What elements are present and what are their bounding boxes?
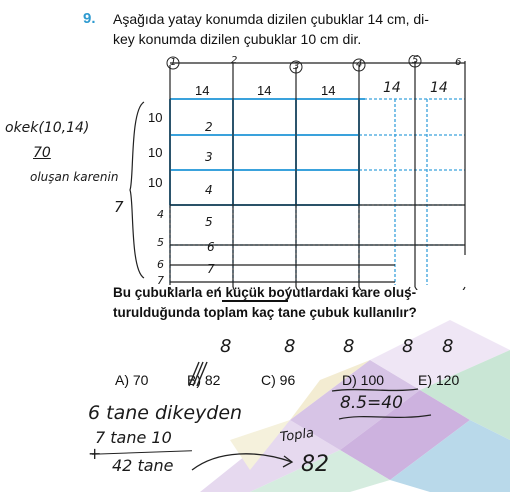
question-number: 9.	[83, 10, 96, 27]
hw-grid-mark-2: 2	[205, 120, 213, 134]
hw-olusan: oluşan karenin	[30, 170, 119, 184]
hw-result: 82	[301, 452, 329, 477]
hw-formula-underline	[335, 405, 435, 425]
hw-line-c: 42 tane	[112, 456, 174, 475]
hw-left-bracket	[128, 100, 148, 280]
hw-arrow	[188, 440, 298, 480]
rod-grid-figure	[165, 55, 475, 290]
hw-circle-3: 3	[293, 61, 300, 72]
hw-seven-left: 7	[114, 198, 124, 216]
handwritten-grid-extension	[170, 61, 465, 290]
hw-grid-mark-3: 3	[205, 150, 213, 164]
hw-circle-4: 4	[356, 59, 363, 70]
hw-eight-4: 8	[402, 336, 414, 357]
option-b-mark	[183, 360, 213, 390]
hw-topla: Topla	[279, 425, 316, 446]
hw-eight-5: 8	[442, 336, 454, 357]
top-label-3: 14	[321, 83, 336, 98]
hw-circle-1: 1	[170, 57, 177, 68]
hw-row-mark-4: 4	[157, 208, 164, 221]
hw-eight-2: 8	[284, 336, 296, 357]
option-b[interactable]: B) 82	[187, 372, 221, 388]
hw-seventy: 70	[33, 145, 51, 161]
hw-okek: okek(10,14)	[5, 120, 90, 136]
left-label-1: 10	[148, 110, 163, 125]
question-line-2: key konumda dizilen çubuklar 10 cm dir.	[113, 31, 362, 47]
hw-eight-1: 8	[220, 336, 232, 357]
hw-line-b: 7 tane 10	[95, 428, 172, 447]
hw-grid-mark-4: 4	[205, 183, 213, 197]
question-prompt-line-2: turulduğunda toplam kaç tane çubuk kullanılır?	[113, 305, 417, 320]
option-e[interactable]: E) 120	[418, 372, 460, 388]
question-prompt-line-1: Bu çubuklarla en küçük boyutlardaki kare oluş-	[113, 285, 417, 300]
top-label-1: 14	[195, 83, 210, 98]
hw-right-top-1: 14	[383, 80, 401, 96]
hw-right-top-2: 14	[430, 80, 448, 96]
hw-eight-3: 8	[343, 336, 355, 357]
left-label-2: 10	[148, 145, 163, 160]
left-label-3: 10	[148, 175, 163, 190]
hw-plus-sign: +	[88, 444, 102, 463]
prompt-underline	[222, 300, 288, 302]
option-d[interactable]: D) 100	[342, 372, 385, 388]
hw-circle-2: 2	[231, 55, 238, 66]
option-a[interactable]: A) 70	[115, 372, 149, 388]
hw-grid-mark-7: 7	[207, 262, 215, 276]
option-c[interactable]: C) 96	[261, 372, 296, 388]
hw-line-a: 6 tane dikeyden	[88, 402, 243, 424]
hw-grid-mark-6: 6	[207, 240, 215, 254]
hw-row-mark-7: 7	[157, 274, 164, 287]
hw-circle-5: 5	[412, 55, 419, 66]
hw-formula: 8.5=40	[340, 393, 403, 413]
dotted-grid-lines	[170, 99, 465, 285]
grid-lines	[170, 99, 365, 205]
hw-row-mark-5: 5	[157, 236, 164, 249]
hw-grid-mark-5: 5	[205, 215, 213, 229]
top-label-2: 14	[257, 83, 272, 98]
hw-row-mark-6: 6	[157, 258, 164, 271]
question-line-1: Aşağıda yatay konumda dizilen çubuklar 14 cm, di-	[113, 11, 429, 27]
hw-circle-6: 6	[455, 57, 462, 68]
